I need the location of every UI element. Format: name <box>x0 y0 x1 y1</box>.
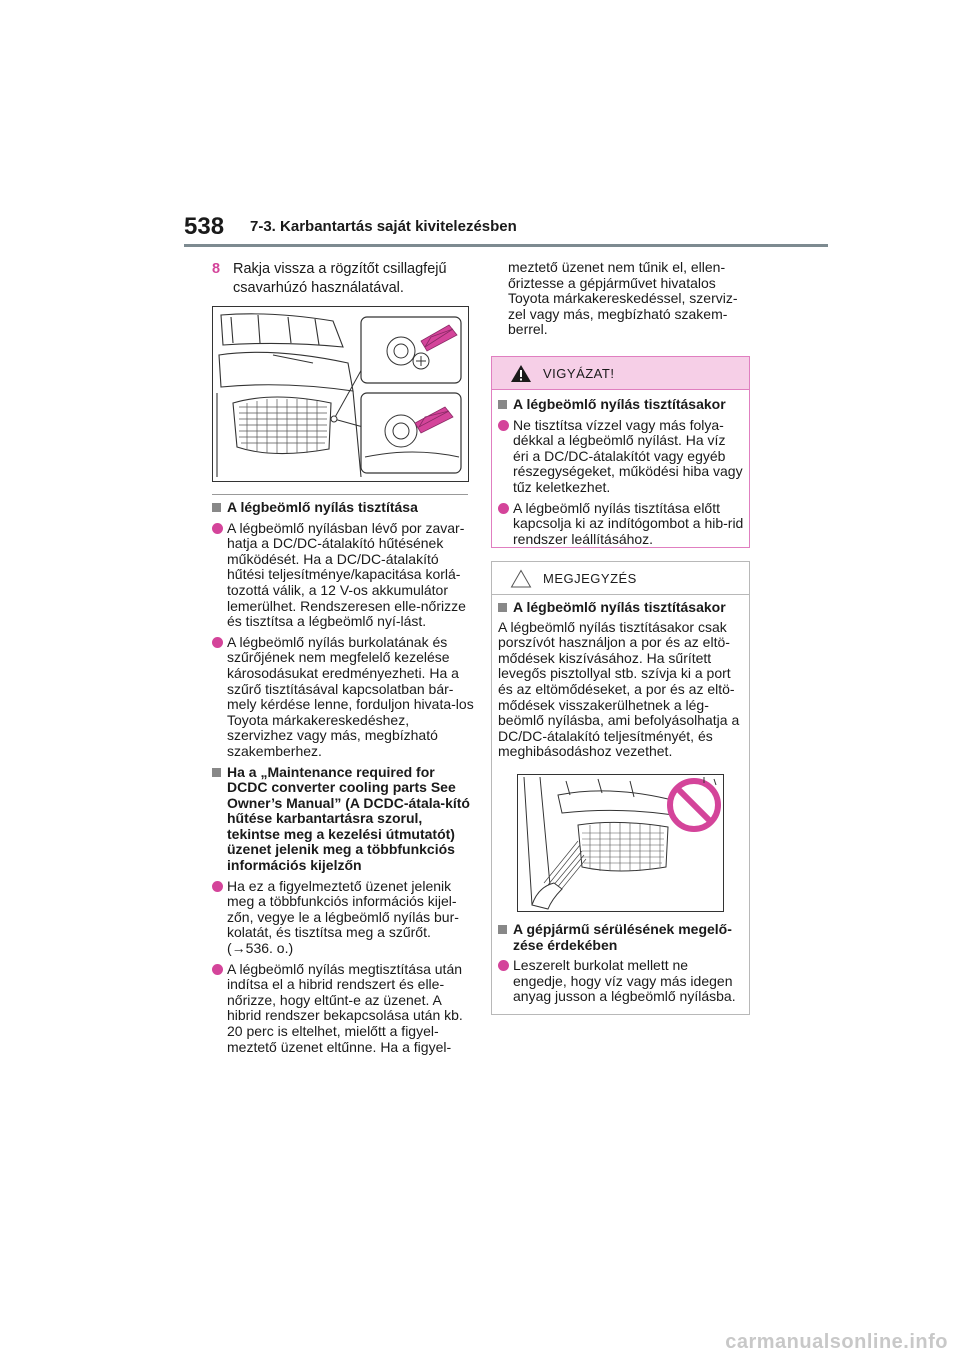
heading-cleaning <box>212 500 474 516</box>
warning-body <box>498 397 744 552</box>
bullet-text: Leszerelt burkolat mellett ne engedje, hogy víz vagy más idegen anyag jusson a légbeömlő nyílásba. <box>513 957 736 1005</box>
heading-text: A légbeömlő nyílás tisztítása <box>227 499 418 515</box>
square-bullet-icon <box>498 603 507 612</box>
warning-triangle-icon <box>510 364 532 383</box>
dot-bullet-icon <box>498 420 509 431</box>
bullet-text: A légbeömlő nyílásban lévő por zavar-hatja a DC/DC-átalakító hűtésének működését. Ha a DC/DC-átalakító hűtési teljesítménye/kapacitása korlá-tozottá válik, a 12 V-os akkumulátor lemerülhet. Rendszeresen elle-nőrizze és tisztítsa a légbeömlő nyí-lást. <box>227 519 466 630</box>
bullet-item <box>212 635 474 760</box>
bullet-item <box>498 418 744 496</box>
bullet-item <box>212 879 474 957</box>
heading-text: A gépjármű sérülésének megelő-zése érdekében <box>513 921 732 953</box>
watermark: carmanualsonline.info <box>725 1331 948 1353</box>
step-8 <box>212 260 474 298</box>
bullet-text: A légbeömlő nyílás megtisztítása után indítsa el a hibrid rendszert és elle-nőrizze, hogy eltűnt-e az üzenet. A hibrid rendszer bekapcsolása után kb. 20 perc is eltelhet, mielőtt a figyel-meztető üzenet eltűnne. Ha a figyel- <box>227 960 463 1055</box>
dot-bullet-icon <box>498 503 509 514</box>
right-column-continuation: meztető üzenet nem tűnik el, ellen-őriztesse a gépjárművet hivatalos Toyota márkakereskedéssel, szerviz-zel vagy más, megbízható szakem-berrel. <box>508 259 738 338</box>
figure-fastener-install <box>212 306 469 482</box>
bullet-item <box>498 958 744 1005</box>
note-body-top <box>498 600 744 760</box>
warning-heading <box>498 397 744 413</box>
bullet-text: A légbeömlő nyílás tisztítása előtt kapcsolja ki az indítógombot a hib-rid rendszer leállításához. <box>513 499 744 547</box>
square-bullet-icon <box>212 768 221 777</box>
heading-maintenance-message <box>212 765 474 874</box>
bullet-item <box>498 501 744 548</box>
bullet-text: Ne tisztítsa vízzel vagy más folya-dékkal a légbeömlő nyílást. Ha víz éri a DC/DC-átalakítót vagy egyéb részegységeket, működési hiba vagy tűz keletkezhet. <box>513 416 743 495</box>
left-column-text <box>212 500 474 1060</box>
heading-text: A légbeömlő nyílás tisztításakor <box>513 396 726 412</box>
dot-bullet-icon <box>212 964 223 975</box>
dot-bullet-icon <box>212 881 223 892</box>
note-header <box>492 562 749 595</box>
bullet-item <box>212 962 474 1056</box>
square-bullet-icon <box>212 503 221 512</box>
dot-bullet-icon <box>212 637 223 648</box>
step-text: Rakja vissza a rögzítőt csillagfejű csavarhúzó használatával. <box>233 261 447 296</box>
bullet-item <box>212 521 474 630</box>
note-heading-damage <box>498 922 744 953</box>
warning-header <box>492 357 749 390</box>
heading-text: A légbeömlő nyílás tisztításakor <box>513 599 726 615</box>
section-separator <box>212 494 468 495</box>
chapter-title: 7-3. Karbantartás saját kivitelezésben <box>250 218 517 235</box>
note-paragraph: A légbeömlő nyílás tisztításakor csak porszívót használjon a por és az eltö-mődések kiszívásához. Ha sűrített levegős pisztollyal stb. szívja ki a port és az eltömődéseket, a por és az eltö-mődések visszakerülhetnek a lég-beömlő nyílásba, ami befolyásolhatja a DC/DC-átalakító teljesítményét, és meghibásodáshoz vezethet. <box>498 618 740 760</box>
square-bullet-icon <box>498 925 507 934</box>
note-body-bottom <box>498 922 744 1010</box>
header-rule <box>184 244 828 247</box>
warning-title: VIGYÁZAT! <box>543 366 615 381</box>
dot-bullet-icon <box>498 960 509 971</box>
note-title: MEGJEGYZÉS <box>543 571 637 586</box>
dot-bullet-icon <box>212 523 223 534</box>
heading-text: Ha a „Maintenance required for DCDC converter cooling parts See Owner’s Manual” (A DCDC-átala-kító hűtése karbantartásra szorul, tekintse meg a kezelési útmutatót) üzenet jelenik meg a többfunkciós információs kijelzőn <box>227 763 470 874</box>
page-number: 538 <box>184 213 225 240</box>
bullet-text: A légbeömlő nyílás burkolatának és szűrőjének nem megfelelő kezelése károsodásukat eredményezheti. Ha a szűrő tisztításával kapcsolatban bár-mely kérdése lenne, forduljon hivata-los Toyota márkakereskedéshez, szervizhez vagy más, megbízható szakemberhez. <box>227 633 474 759</box>
no-air-gun-illustration <box>518 775 723 911</box>
figure-no-compressed-air <box>517 774 724 912</box>
note-box <box>491 561 750 1015</box>
step-number: 8 <box>212 261 221 277</box>
note-heading <box>498 600 744 616</box>
fastener-illustration <box>213 307 468 481</box>
square-bullet-icon <box>498 400 507 409</box>
caution-outline-icon <box>510 569 532 588</box>
warning-box <box>491 356 750 548</box>
bullet-text: Ha ez a figyelmeztető üzenet jelenik meg a többfunkciós információs kijel-zőn, vegye le a légbeömlő nyílás bur-kolatát, és tisztítsa meg a szűrőt. (→536. o.) <box>227 877 459 957</box>
